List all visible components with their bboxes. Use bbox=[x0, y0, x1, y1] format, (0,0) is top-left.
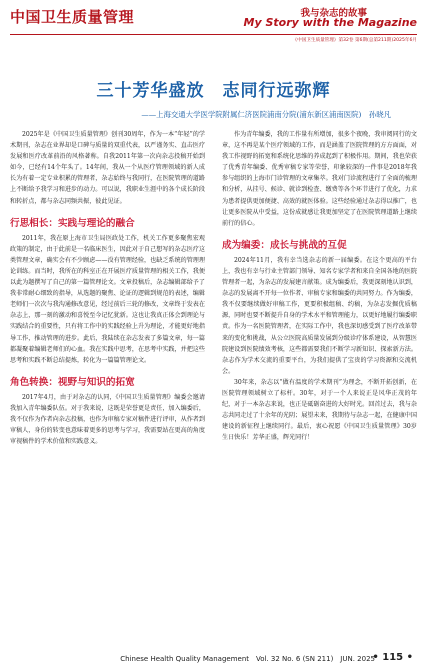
right-column bbox=[222, 129, 417, 443]
body-paragraph: 2011年，我在原上海市卫生局医政处工作，机关工作更多聚焦宏观政策的制定，由于此前是一名临床医生，因此对于自己想写的杂志医疗这类管理文章，确实会有不少顾虑——没有管理经验，也缺乏系统的管理理论训练。而当时，我所在的科室正在开展医疗质量管理的相关工作，我便以此为题撰写了自己的第一篇管理论文。文章投稿后，杂志编辑部给予了我非常耐心细致的指导，从选题的聚焦、论证的逻辑到规范的表述，编辑老师们一次次与我沟通修改意见，经过前后三轮的修改，文章终于发表在杂志上，那一刻的激动和喜悦至今记忆犹新。这也让我真正体会到理论与实践结合的重要性，只有将工作中的实践经验上升为理论，才能更好地指导工作，推动管理的进步。此后，我陆续在杂志发表了多篇文章，每一篇都凝聚着编辑老师们的心血。我在实践中思考，在思考中实践，并把这些思考和实践不断总结提炼，转化为一篇篇管理论文。 bbox=[10, 234, 205, 364]
body-paragraph: 30年来，杂志以“做有温度的学术期刊”为理念，不断开拓创新，在医院管理领域树立了标杆。30年，对于一个人来说正是风华正茂的年纪，对于一本杂志来说，也正是砥砺奋进的大好时光。回首过去，我与杂志共同走过了十余年的光阴；展望未来，我期待与杂志一起，在健康中国建设的新征程上继续同行。最后，衷心祝愿《中国卫生质量管理》30岁生日快乐！芳华正盛，辉光同行！ bbox=[222, 378, 417, 442]
footer-journal-info: Chinese Health Quality Management Vol. 32 No. 6 (SN 211) JUN. 2025 bbox=[120, 655, 375, 663]
page-footer bbox=[0, 652, 427, 666]
header-divider bbox=[10, 34, 417, 35]
journal-logo: 中国卫生质量管理 bbox=[10, 8, 135, 26]
page-number: • 115 • bbox=[372, 652, 413, 663]
body-paragraph: 2025年是《中国卫生质量管理》创刊30周年，作为一本“年轻”的学术期刊，杂志在业界却是口碑与质量的双重代表，以严谨务实、直击医疗发展和医疗改革前沿的风格著称。自我2011年第一次向杂志投稿开始到如今，已经有14个年头了。14年间，我从一个从医疗管理领域的新人成长为有着一定专业积累的管理者，杂志始终与我同行，在医院管理的道路上不断给予我学习和进步的动力。可以说，我职业生涯中的各个成长阶段和转折点，都与杂志同频共振，彼此见证。 bbox=[10, 131, 205, 205]
article-title: 三十芳华盛放 志同行远弥辉 bbox=[96, 81, 331, 101]
body-paragraph: 作为青年编委，我的工作量有所增加，很多个夜晚，我审阅同行的文章，这不再是某个医疗领域的工作，而是涵盖了医院管理的方方面面，对我工作视野的拓宽和系统化思维的养成起到了积极作用。期间，我也荣获了优秀青年编委、优秀审稿专家等荣誉，印象较深的一件事是2018年我参与组织的上海市门诊管理的文章集萃。我对门诊流程进行了全面的梳理和分析，从挂号、候诊、就诊到检查、缴费等各个环节进行了优化，力求为患者提供更加便捷、高效的就医体验。这些经验通过杂志得以推广，也让更多医院从中受益，这份成就感让我更加坚定了在医院管理道路上继续前行的信心。 bbox=[222, 131, 417, 227]
column-title-cn: 我与杂志的故事 bbox=[300, 8, 367, 19]
page-header bbox=[0, 0, 427, 56]
left-column bbox=[10, 129, 205, 447]
section-heading: 行思相长：实践与理论的融合 bbox=[10, 217, 135, 229]
section-heading: 角色转换：视野与知识的拓宽 bbox=[10, 376, 135, 388]
section-heading: 成为编委：成长与挑战的互促 bbox=[222, 239, 347, 251]
article-byline: ——上海交通大学医学院附属仁济医院浦南分院(浦东新区浦南医院) 孙晓凡 bbox=[141, 110, 391, 119]
column-title-en: My Story with the Magazine bbox=[243, 16, 417, 29]
journal-issue-meta: 《中国卫生质量管理》第32卷 第6期(总第211期)2025年6月 bbox=[292, 38, 417, 43]
body-paragraph: 2017年4月，由于对杂志的认同，《中国卫生质量管理》编委会邀请我加入青年编委队伍。对于我来说，这既是荣誉更是责任，加入编委后，我不仅作为作者向杂志投稿，也作为审稿专家对稿件进行评审，从作者到审稿人，身份的转变也意味着更多的思考与学习，我需要站在更高的角度审视稿件的学术价值和实践意义。 bbox=[10, 393, 205, 446]
body-paragraph: 2024年11月，我有幸当选杂志的新一届编委。在这个更高的平台上，我也有幸与行业主管部门领导、知名专家学者和来自全国各地的医院管理者一起，为杂志的发展建言献策。成为编委后，我更深刻地认识到，杂志的发展离不开每一位作者、审稿专家和编委的共同努力。作为编委，我不仅要继续做好审稿工作，更要积极组稿、约稿，为杂志发掘优质稿源，同时也要不断提升自身的学术水平和管理能力，以更好地履行编委职责。作为一名医院管理者，在实际工作中，我也深切感受到了医疗改革带来的变化和挑战，从公立医院高质量发展到分级诊疗体系建设，从智慧医院建设到医院绩效考核，这些都需要我们不断学习新知识、探索新方法。杂志作为学术交流的重要平台，为我们提供了宝贵的学习资源和交流机会。 bbox=[222, 256, 417, 375]
